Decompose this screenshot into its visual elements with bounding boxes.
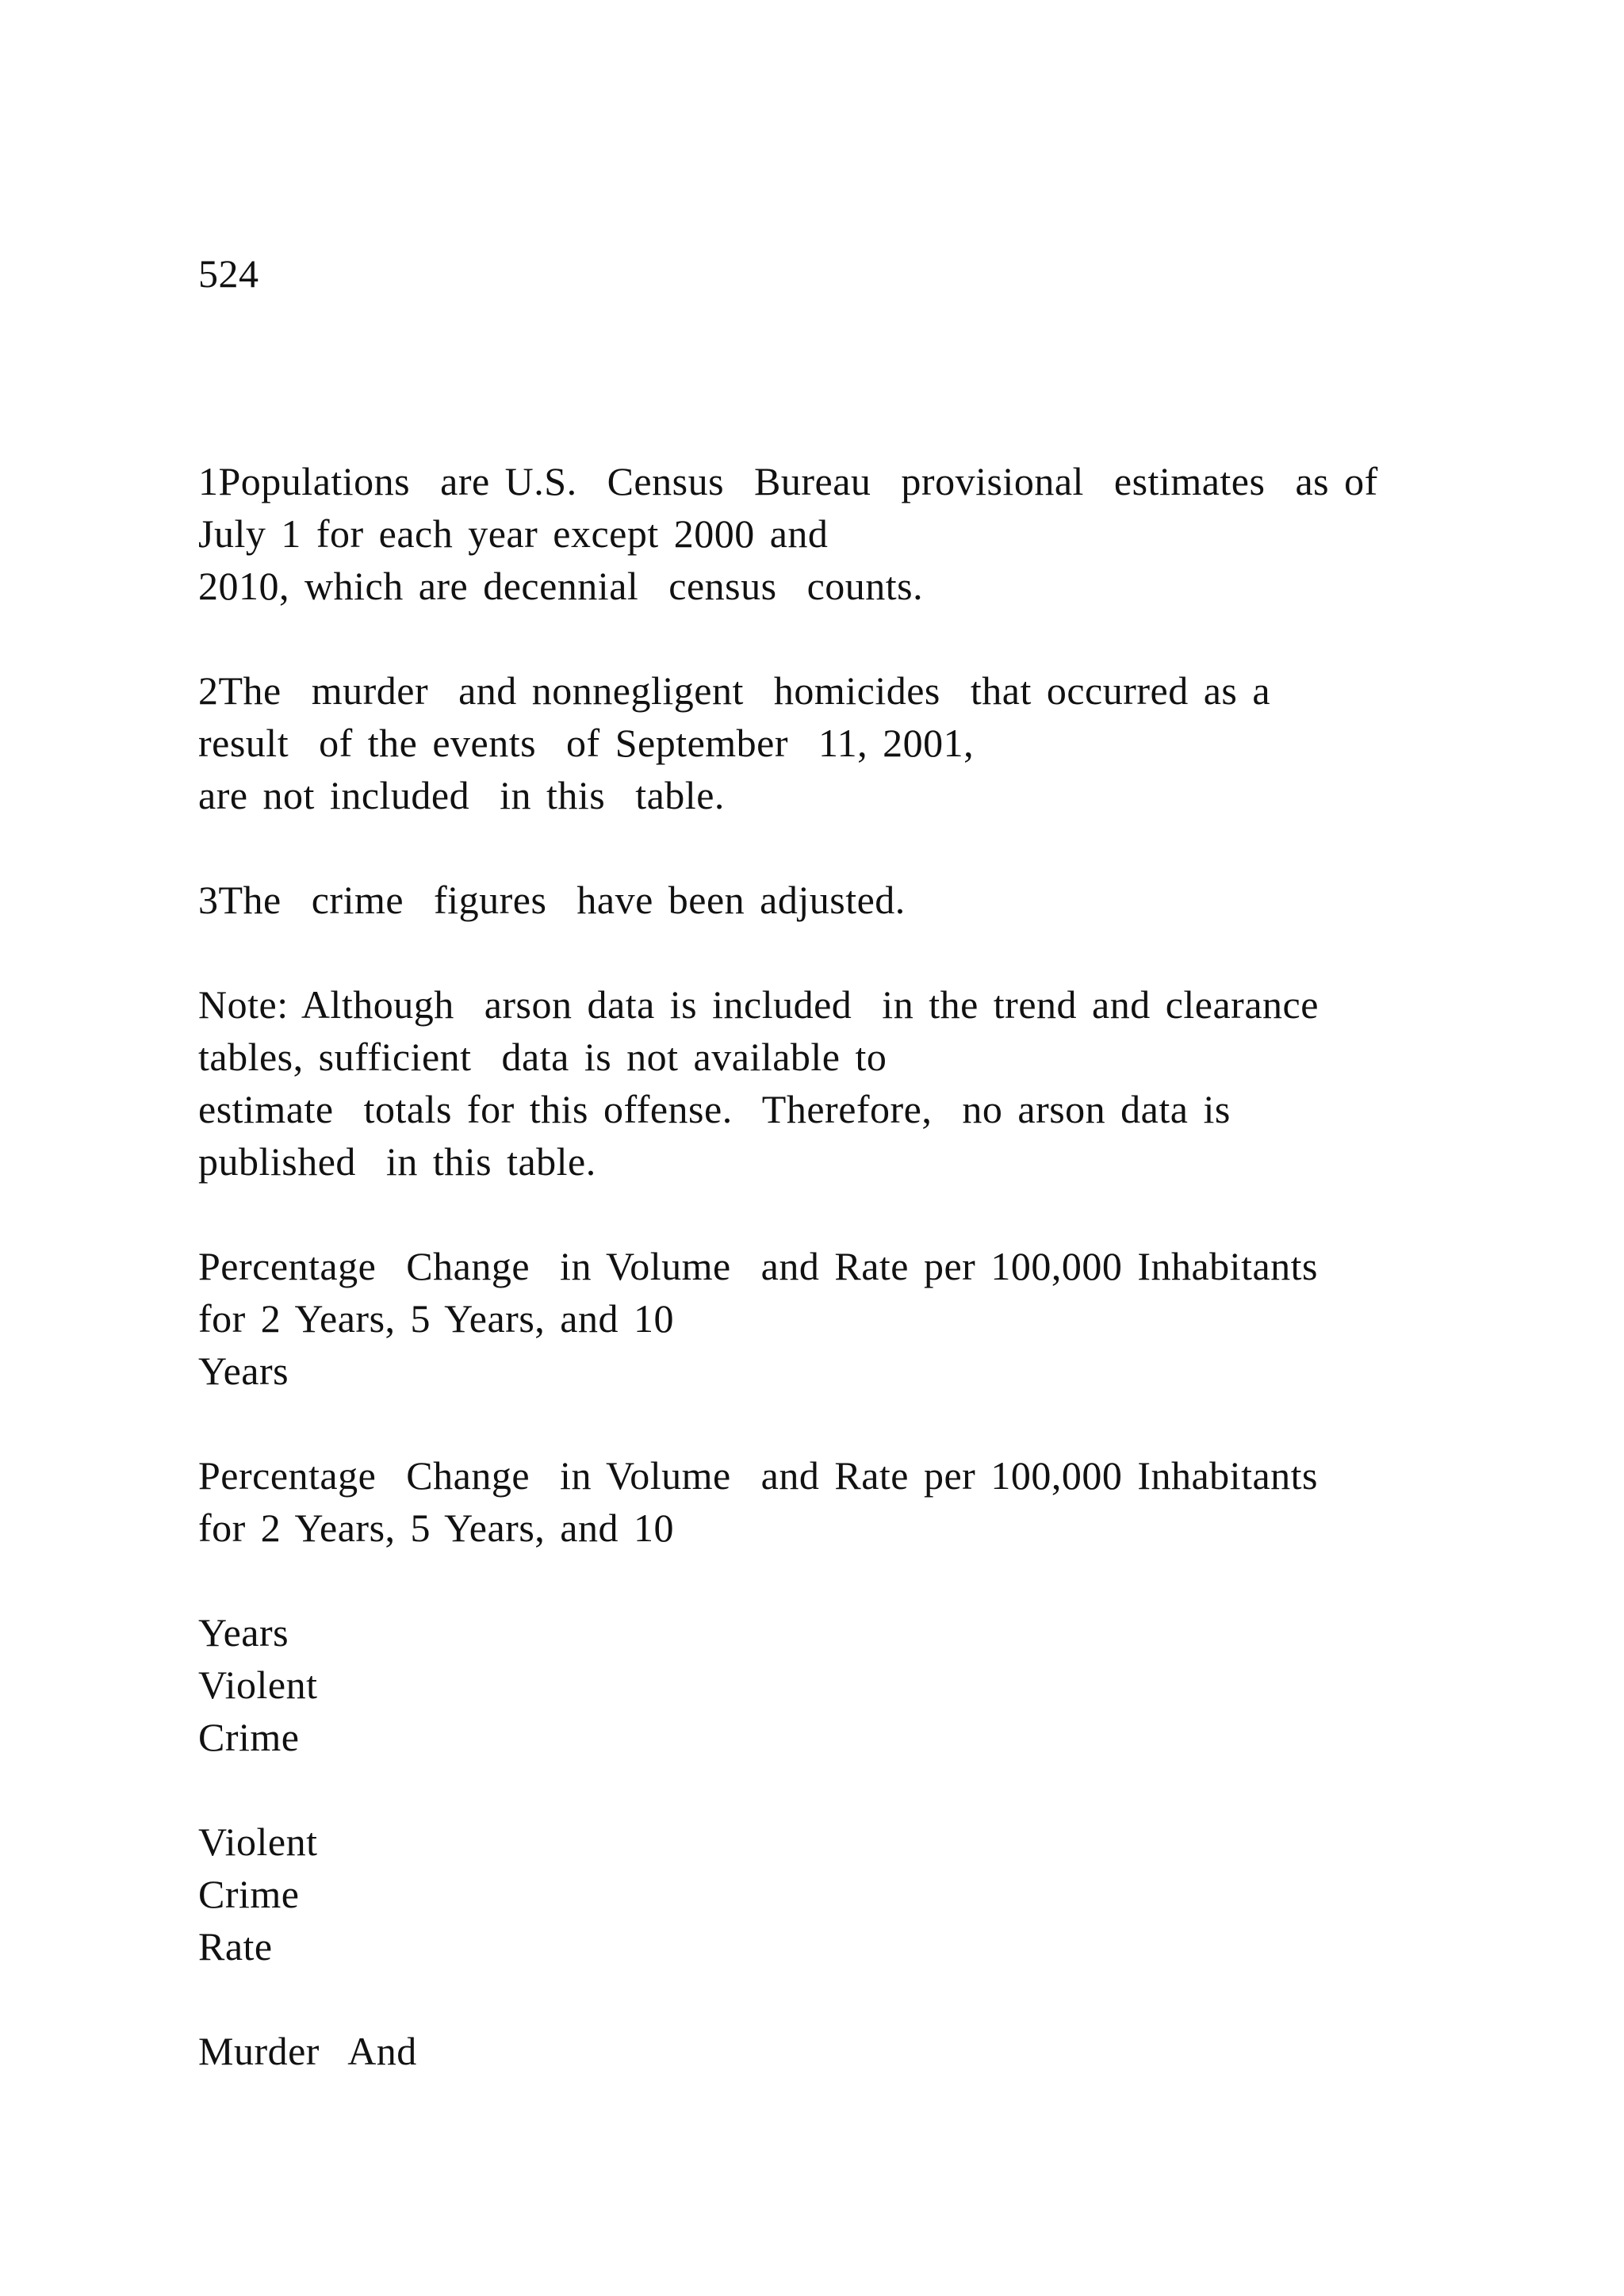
column-label-years: Years [198, 1610, 289, 1655]
column-label-violent-crime-rate-line-1: Violent [198, 1820, 318, 1864]
column-label-violent-crime-line-2: Crime [198, 1715, 300, 1759]
page-number: 524 [198, 251, 259, 296]
table-heading-2-line-1: Percentage Change in Volume and Rate per 100,000 Inhabitants [198, 1453, 1319, 1498]
footnote-2-line-3: are not included in this table. [198, 773, 725, 817]
footnote-3-line-1: 3The crime figures have been adjusted. [198, 878, 906, 922]
footnote-1-line-1: 1Populations are U.S. Census Bureau provisional estimates as of [198, 459, 1378, 503]
footnote-2-line-2: result of the events of September 11, 2001, [198, 721, 975, 765]
footnote-1-line-3: 2010, which are decennial census counts. [198, 564, 924, 608]
note-arson-line-3: estimate totals for this offense. Therefore, no arson data is [198, 1087, 1231, 1131]
column-label-violent-crime-rate-line-2: Crime [198, 1872, 300, 1916]
footnote-2-line-1: 2The murder and nonnegligent homicides that occurred as a [198, 668, 1271, 713]
column-label-murder: Murder And [198, 2029, 417, 2073]
table-heading-1-line-1: Percentage Change in Volume and Rate per 100,000 Inhabitants [198, 1244, 1319, 1288]
column-label-violent-crime-line-1: Violent [198, 1663, 318, 1707]
table-heading-1-line-3: Years [198, 1349, 289, 1393]
footnote-1-line-2: July 1 for each year except 2000 and [198, 511, 829, 556]
column-label-violent-crime-rate-line-3: Rate [198, 1924, 273, 1969]
note-arson-line-4: published in this table. [198, 1139, 596, 1184]
note-arson-line-2: tables, sufficient data is not available to [198, 1035, 887, 1079]
table-heading-1-line-2: for 2 Years, 5 Years, and 10 [198, 1296, 674, 1341]
note-arson-line-1: Note: Although arson data is included in the trend and clearance [198, 982, 1319, 1027]
table-heading-2-line-2: for 2 Years, 5 Years, and 10 [198, 1506, 674, 1550]
